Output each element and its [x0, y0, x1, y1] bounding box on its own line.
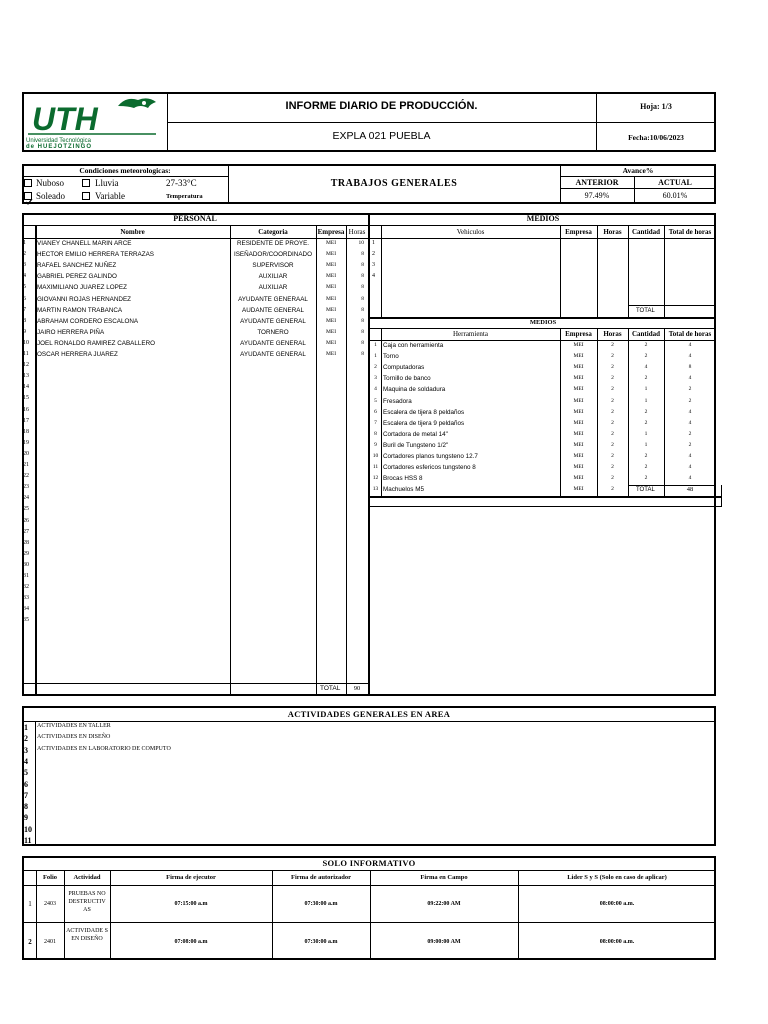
herramienta-company: MEI [573, 419, 584, 426]
personal-row-number: 18 [23, 428, 29, 435]
personal-company: MEI [325, 295, 337, 302]
personal-company: MEI [325, 351, 337, 357]
personal-row-number: 27 [23, 528, 29, 535]
col-folio: Folio [42, 874, 58, 881]
col-firma-campo: Firma en Campo [420, 874, 468, 881]
personal-total-value: 90 [353, 685, 361, 692]
col-veh-cantidad: Cantidad [631, 228, 660, 236]
informativo-folio: 2403 [44, 901, 56, 907]
herramienta-row-number: 9 [374, 441, 377, 448]
personal-hours: 8 [361, 251, 364, 258]
herramienta-row-number: 5 [374, 397, 377, 404]
herramienta-row-number: 8 [374, 430, 377, 437]
personal-row-number: 1 [23, 240, 26, 246]
herramienta-total: 4 [688, 464, 692, 471]
actual-label: ACTUAL [658, 178, 692, 187]
anterior-label: ANTERIOR [575, 178, 619, 187]
personal-row-number: 22 [23, 473, 29, 480]
herramienta-name: Caja con herramienta [383, 342, 444, 349]
herramienta-row-number: 12 [372, 475, 379, 482]
personal-name: ABRAHAM CORDERO ESCALONA [37, 317, 139, 325]
personal-category: AYUDANTE GENERAL [240, 317, 306, 325]
col-lider: Lider S y S (Solo en caso de aplicar) [567, 874, 667, 881]
herramienta-row-number: 2 [374, 364, 377, 371]
personal-category: TORNERO [257, 328, 289, 336]
personal-row-number: 35 [23, 617, 29, 624]
herramienta-company: MEI [573, 375, 584, 382]
personal-hours: 8 [361, 262, 364, 269]
informativo-firma-autorizador: 07:30:00 a.m [304, 901, 338, 907]
anterior-value: 97.49% [584, 191, 610, 200]
informativo-lider: 08:00:00 a.m. [599, 901, 635, 907]
herramienta-total: 2 [688, 441, 692, 448]
informativo-actividad: ACTIVIDADE S EN DISEÑO [66, 928, 108, 942]
herramienta-company: MEI [573, 364, 584, 371]
check-mark-icon [25, 198, 33, 206]
herramienta-total: 4 [688, 408, 692, 415]
herramienta-hours: 2 [611, 353, 614, 360]
herramienta-total: 2 [688, 397, 692, 404]
col-herramienta: Herramienta [453, 330, 488, 338]
col-firma-autorizador: Firma de autorizador [291, 874, 351, 881]
actividad-text: ACTIVIDADES EN LABORATORIO DE COMPUTO [37, 745, 171, 752]
report-date: Fecha:10/06/2023 [628, 133, 684, 142]
personal-company: MEI [325, 240, 337, 246]
actual-value: 60.01% [662, 191, 688, 200]
herramienta-quantity: 2 [644, 453, 648, 459]
herramienta-row-number: 1 [374, 342, 377, 348]
herramienta-name: Fresadora [383, 397, 412, 405]
avance-title: Avance% [622, 166, 654, 175]
herramienta-total: 4 [688, 419, 692, 426]
col-veh-horas: Horas [603, 228, 622, 236]
personal-total-label: TOTAL [320, 685, 341, 692]
col-firma-ejecutor: Firma de ejecutor [166, 874, 216, 881]
personal-row-number: 17 [23, 417, 29, 424]
herramienta-name: Brocas HSS 8 [383, 475, 423, 483]
personal-row-number: 13 [23, 373, 29, 380]
actividad-row-number: 6 [24, 779, 28, 789]
herramienta-name: Escalera de tijera 9 peldaños [383, 419, 465, 427]
actividad-row-number: 4 [24, 756, 28, 766]
personal-row-number: 26 [23, 517, 29, 524]
herramienta-row-number: 13 [372, 486, 379, 493]
temperature-value: 27-33°C [166, 178, 197, 188]
personal-name: OSCAR HERRERA JUAREZ [37, 351, 118, 358]
conditions-title: Condiciones meteorologicas: [79, 166, 171, 175]
checkbox-soleado[interactable] [24, 192, 32, 200]
personal-company: MEI [325, 284, 337, 291]
personal-name: GIOVANNI ROJAS HERNANDEZ [37, 295, 131, 303]
herramienta-quantity: 1 [644, 430, 648, 437]
personal-row-number: 30 [23, 561, 29, 568]
personal-hours: 8 [361, 317, 364, 324]
herramienta-hours: 2 [611, 364, 614, 371]
herramienta-hours: 2 [611, 386, 614, 393]
col-herr-empresa: Empresa [565, 330, 592, 338]
herramienta-company: MEI [573, 430, 584, 437]
checkbox-variable[interactable] [82, 192, 90, 200]
actividad-row-number: 3 [24, 745, 28, 755]
col-actividad: Actividad [73, 874, 101, 881]
vehiculo-row-number: 2 [372, 251, 375, 258]
herramienta-row-number: 7 [374, 419, 377, 426]
actividad-row-number: 10 [24, 824, 32, 834]
herramienta-total: 4 [688, 453, 692, 459]
personal-row-number: 25 [23, 506, 29, 513]
logo-location-text: de HUEJOTZINGO [26, 144, 93, 150]
personal-hours: 8 [361, 284, 364, 291]
herramienta-hours: 2 [611, 342, 614, 348]
herramienta-company: MEI [573, 464, 584, 471]
actividad-row-number: 9 [24, 813, 28, 823]
personal-row-number: 34 [23, 606, 29, 613]
personal-row-number: 11 [23, 351, 29, 357]
informativo-firma-ejecutor: 07:08:00 a.m [174, 938, 208, 945]
personal-category: AUDANTE GENERAL [242, 306, 304, 314]
personal-row-number: 29 [23, 550, 29, 557]
vehiculo-row-number: 1 [372, 240, 375, 246]
personal-row-number: 14 [23, 384, 29, 391]
herramienta-hours: 2 [611, 464, 614, 471]
personal-hours: 10 [358, 240, 364, 246]
personal-company: MEI [325, 251, 337, 258]
col-veh-empresa: Empresa [565, 228, 592, 236]
personal-row-number: 6 [23, 295, 26, 302]
report-title: INFORME DIARIO DE PRODUCCIÓN. [285, 100, 478, 112]
col-nombre: Nombre [120, 228, 145, 236]
herramienta-total: 4 [688, 342, 692, 348]
herramienta-total-label: TOTAL [636, 487, 655, 493]
informativo-firma-ejecutor: 07:15:00 a.m [174, 901, 208, 907]
herramienta-total: 4 [688, 353, 692, 360]
personal-row-number: 20 [23, 450, 29, 457]
sheet-number: Hoja: 1/3 [640, 102, 672, 111]
personal-category: AYUDANTE GENERAAL [238, 295, 308, 303]
herramienta-name: Maquina de soldadura [383, 386, 446, 394]
herramienta-quantity: 2 [644, 408, 648, 415]
actividad-row-number: 5 [24, 768, 28, 778]
informativo-firma-campo: 09:00:00 AM [427, 938, 461, 945]
personal-category: AUXILIAR [258, 284, 288, 292]
herramienta-row-number: 11 [372, 464, 379, 471]
col-categoria: Categoria [258, 228, 288, 236]
personal-company: MEI [325, 339, 337, 346]
personal-name: HECTOR EMILIO HERRERA TERRAZAS [37, 251, 154, 259]
actividad-text: ACTIVIDADES EN DISEÑO [37, 734, 111, 741]
personal-row-number: 5 [23, 284, 26, 291]
personal-category: ISEÑADOR/COORDINADO [233, 251, 313, 259]
col-empresa: Empresa [317, 228, 345, 236]
personal-row-number: 21 [23, 462, 29, 468]
personal-name: JAIRO HERRERA PIÑA [37, 328, 105, 336]
vehiculo-row-number: 4 [372, 273, 375, 280]
herramienta-company: MEI [573, 353, 584, 360]
personal-company: MEI [325, 328, 337, 335]
informativo-title: SOLO INFORMATIVO [322, 858, 416, 868]
herramienta-company: MEI [573, 342, 584, 348]
personal-hours: 8 [361, 295, 364, 302]
personal-row-number: 33 [23, 595, 29, 602]
herramienta-total: 2 [688, 430, 692, 437]
herramienta-quantity: 2 [644, 342, 648, 348]
herramienta-name: Cortadores planos tungsteno 12.7 [383, 453, 478, 460]
herramienta-hours: 2 [611, 441, 614, 448]
herramienta-quantity: 1 [644, 386, 648, 393]
uth-logo [26, 94, 164, 150]
herramienta-company: MEI [573, 441, 584, 448]
label-nuboso: Nuboso [36, 178, 65, 188]
herramienta-quantity: 2 [644, 353, 648, 360]
herramienta-hours: 2 [611, 453, 614, 459]
herramienta-name: Torno [383, 353, 399, 361]
col-horas: Horas [348, 228, 366, 236]
personal-row-number: 28 [23, 539, 29, 546]
herramienta-total-value: 48 [686, 486, 694, 493]
informativo-lider: 08:00:00 a.m. [599, 938, 635, 945]
personal-row-number: 8 [23, 317, 26, 324]
informativo-firma-campo: 09:22:00 AM [427, 901, 461, 907]
personal-row-number: 15 [23, 395, 29, 402]
trabajos-title: TRABAJOS GENERALES [330, 178, 458, 189]
herramienta-total: 8 [688, 364, 692, 371]
personal-company: MEI [325, 262, 337, 269]
personal-company: MEI [325, 306, 337, 313]
herramienta-company: MEI [573, 453, 584, 459]
herramienta-name: Cortadores esfericos tungsteno 8 [383, 464, 476, 472]
herramienta-company: MEI [573, 475, 584, 482]
personal-hours: 8 [361, 339, 364, 346]
personal-row-number: 2 [23, 251, 26, 258]
herramienta-quantity: 1 [644, 397, 648, 404]
herramienta-company: MEI [573, 408, 584, 415]
herramienta-hours: 2 [611, 486, 614, 493]
personal-row-number: 12 [23, 362, 29, 369]
personal-row-number: 9 [23, 328, 26, 335]
herramienta-name: Computadoras [383, 364, 425, 372]
checkbox-nuboso[interactable] [24, 179, 32, 187]
personal-row-number: 10 [23, 339, 29, 346]
personal-name: GABRIEL PEREZ GALINDO [37, 273, 117, 281]
informativo-row-number: 2 [28, 937, 32, 946]
personal-name: MARTIN RAMON TRABANCA [37, 306, 123, 314]
herramienta-hours: 2 [611, 475, 614, 482]
col-veh-total: Total de horas [668, 228, 712, 236]
herramienta-row-number: 4 [374, 386, 377, 393]
herramienta-company: MEI [573, 486, 584, 493]
logo-university-text: Universidad Tecnológica [26, 138, 91, 144]
herramienta-company: MEI [573, 397, 584, 404]
informativo-row-number: 1 [28, 900, 32, 908]
personal-category: AUXILIAR [258, 273, 288, 281]
personal-row-number: 31 [23, 573, 29, 579]
herramienta-total: 4 [688, 375, 692, 382]
personal-title: PERSONAL [173, 214, 217, 223]
vehiculo-row-number: 3 [372, 262, 375, 269]
actividades-title: ACTIVIDADES GENERALES EN AREA [287, 709, 451, 719]
label-soleado: Soleado [36, 191, 65, 201]
informativo-firma-autorizador: 07:30:00 a.m [304, 938, 338, 945]
personal-name: JOEL RONALDO RAMIREZ CABALLERO [37, 339, 156, 347]
medios-title: MEDIOS [526, 214, 560, 223]
herramienta-company: MEI [573, 386, 584, 393]
herramienta-name: Tornillo de banco [383, 375, 431, 383]
label-lluvia: Lluvia [95, 178, 119, 188]
herramienta-hours: 2 [611, 397, 614, 404]
informativo-folio: 2401 [44, 938, 56, 945]
svg-text:UTH: UTH [32, 101, 98, 137]
actividad-row-number: 1 [24, 723, 28, 732]
actividad-row-number: 7 [24, 790, 28, 800]
informativo-actividad: PRUEBAS NO DESTRUCTIV AS [68, 891, 106, 913]
personal-category: AYUDANTE GENERAL [240, 351, 306, 358]
herramienta-row-number: 1 [374, 353, 377, 360]
herramienta-quantity: 2 [644, 375, 648, 382]
actividad-row-number: 8 [24, 802, 28, 812]
personal-name: MAXIMILIANO JUAREZ LOPEZ [37, 284, 127, 292]
herramienta-quantity: 4 [644, 364, 648, 371]
temperature-label: Temperatura [166, 193, 203, 200]
personal-row-number: 7 [23, 306, 26, 313]
herramienta-name: Buril de Tungsteno 1/2" [383, 441, 449, 449]
personal-name: VIANEY CHANELL MARIN ARCE [37, 240, 132, 247]
col-herr-total: Total de horas [668, 330, 712, 338]
checkbox-lluvia[interactable] [82, 179, 90, 187]
personal-category: RESIDENTE DE PROYE. [236, 240, 310, 247]
vehiculos-total-label: TOTAL [636, 308, 655, 314]
herramienta-quantity: 2 [644, 419, 648, 426]
personal-row-number: 16 [23, 406, 29, 413]
herramienta-row-number: 3 [374, 375, 377, 382]
col-herr-cantidad: Cantidad [631, 330, 660, 338]
herramienta-hours: 2 [611, 419, 614, 426]
herramienta-quantity: 1 [644, 441, 648, 448]
herramienta-name: Cortadora de metal 14" [383, 430, 448, 438]
personal-name: RAFAEL SANCHEZ NUÑEZ [37, 262, 117, 270]
herramienta-quantity: 2 [644, 475, 648, 482]
herramienta-hours: 2 [611, 375, 614, 382]
col-herr-horas: Horas [603, 330, 622, 338]
personal-company: MEI [325, 317, 337, 324]
personal-company: MEI [325, 273, 337, 280]
personal-row-number: 32 [23, 584, 29, 591]
herramienta-medios-title: MEDIOS [529, 319, 557, 326]
personal-hours: 8 [361, 273, 364, 280]
herramienta-total: 4 [688, 475, 692, 482]
report-subtitle: EXPLA 021 PUEBLA [332, 130, 431, 142]
herramienta-hours: 2 [611, 430, 614, 437]
personal-row-number: 4 [23, 273, 26, 280]
personal-row-number: 24 [23, 495, 29, 502]
herramienta-name: Escalera de tijera 8 peldaños [383, 408, 465, 416]
herramienta-hours: 2 [611, 408, 614, 415]
personal-hours: 8 [361, 328, 364, 335]
personal-category: SUPERVISOR [252, 262, 294, 270]
actividad-row-number: 2 [24, 734, 28, 744]
label-variable: Variable [95, 191, 125, 201]
personal-hours: 8 [361, 351, 364, 357]
actividad-row-number: 11 [24, 836, 32, 845]
col-vehiculos: Vehiculos [456, 228, 485, 236]
herramienta-quantity: 2 [644, 464, 648, 471]
personal-row-number: 23 [23, 484, 29, 491]
personal-row-number: 19 [23, 439, 29, 446]
personal-category: AYUDANTE GENERAL [240, 339, 306, 347]
herramienta-total: 2 [688, 386, 692, 393]
herramienta-row-number: 6 [374, 408, 377, 415]
personal-row-number: 3 [23, 262, 26, 269]
herramienta-row-number: 10 [372, 453, 379, 459]
herramienta-name: Machuelos M5 [383, 486, 424, 494]
personal-hours: 8 [361, 306, 364, 313]
actividad-text: ACTIVIDADES EN TALLER [37, 723, 111, 729]
